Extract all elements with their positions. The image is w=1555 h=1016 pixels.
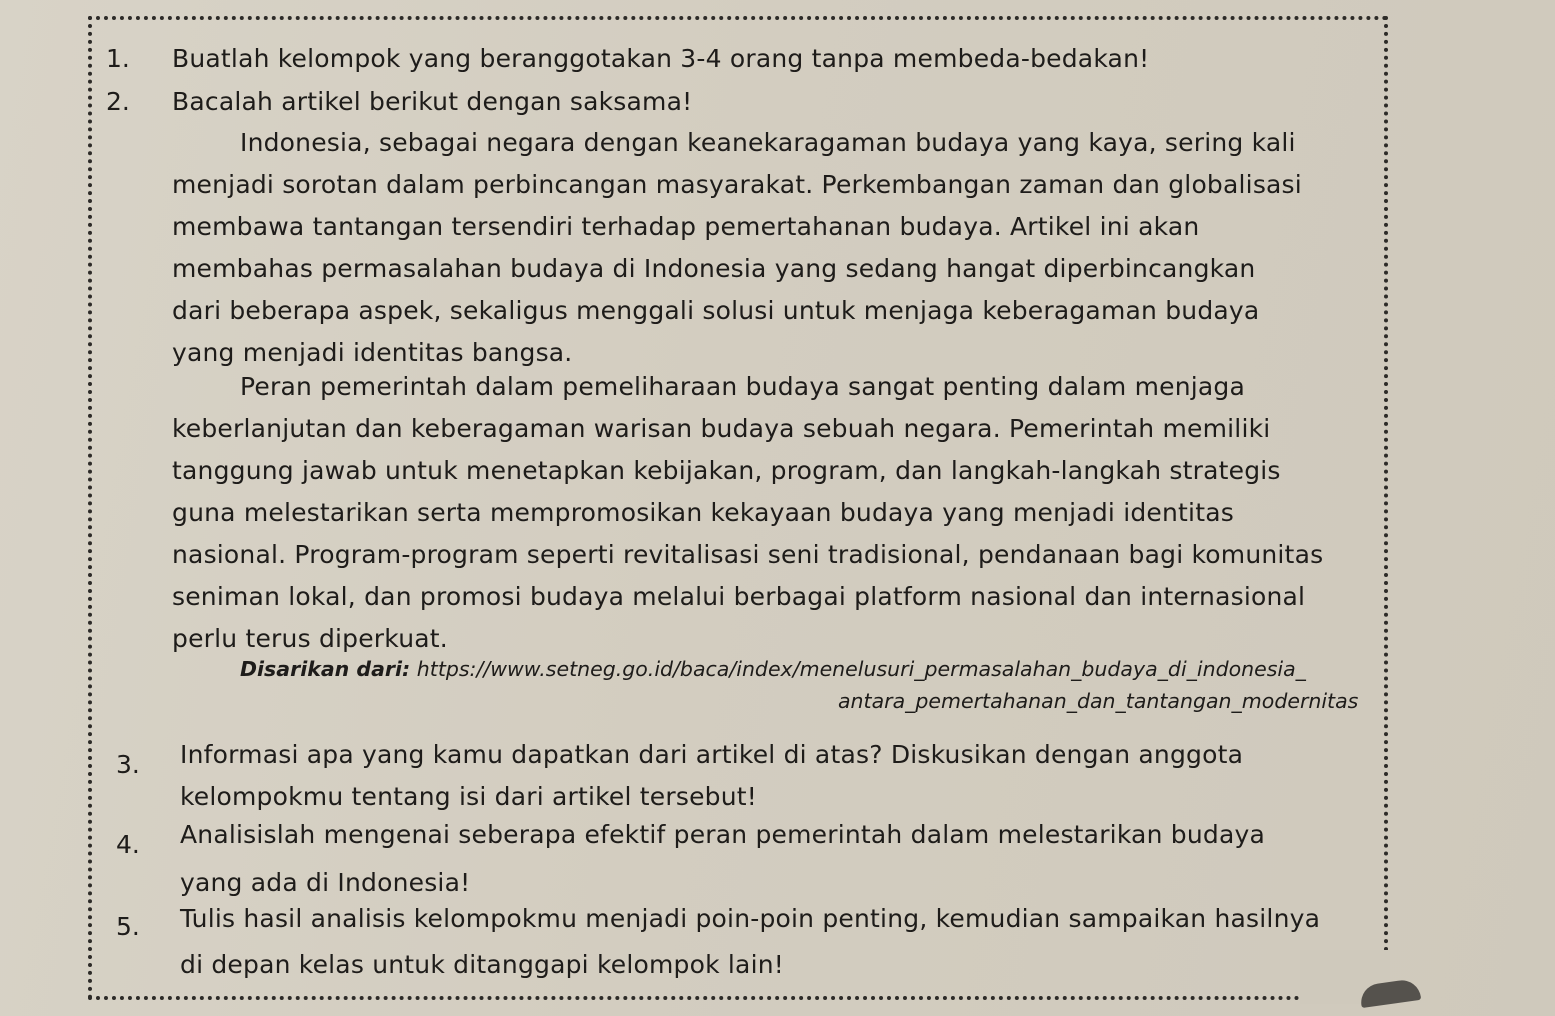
article-line: menjadi sorotan dalam perbincangan masyarakat. Perkembangan zaman dan globalisasi: [172, 170, 1302, 199]
question-4-line-2: yang ada di Indonesia!: [180, 868, 471, 897]
item-2-text: Bacalah artikel berikut dengan saksama!: [172, 87, 693, 116]
article-line: Peran pemerintah dalam pemeliharaan budaya sangat penting dalam menjaga: [240, 372, 1246, 401]
article-line: keberlanjutan dan keberagaman warisan budaya sebuah negara. Pemerintah memiliki: [172, 414, 1271, 443]
article-line: tanggung jawab untuk menetapkan kebijakan, program, dan langkah-langkah strategis: [172, 456, 1281, 485]
article-line: guna melestarikan serta mempromosikan kekayaan budaya yang menjadi identitas: [172, 498, 1234, 527]
item-number-3: 3.: [116, 750, 140, 779]
source-citation-line-2: [838, 688, 1358, 714]
question-4-line-1: Analisislah mengenai seberapa efektif peran pemerintah dalam melestarikan budaya: [180, 820, 1265, 849]
article-line: membawa tantangan tersendiri terhadap pemertahanan budaya. Artikel ini akan: [172, 212, 1200, 241]
item-number-4: 4.: [116, 830, 140, 859]
article-line: nasional. Program-program seperti revitalisasi seni tradisional, pendanaan bagi komunitas: [172, 540, 1324, 569]
item-number-1: 1.: [106, 44, 130, 73]
source-url-part-2: antara_pemertahanan_dan_tantangan_modernitas: [838, 689, 1359, 713]
source-url-part-1: https://www.setneg.go.id/baca/index/menelusuri_permasalahan_budaya_di_indonesia_: [416, 657, 1306, 681]
item-1-text: Buatlah kelompok yang beranggotakan 3-4 orang tanpa membeda-bedakan!: [172, 44, 1150, 73]
article-line: perlu terus diperkuat.: [172, 624, 448, 653]
article-line: dari beberapa aspek, sekaligus menggali solusi untuk menjaga keberagaman budaya: [172, 296, 1260, 325]
question-5-line-2: di depan kelas untuk ditanggapi kelompok lain!: [180, 950, 784, 979]
item-number-2: 2.: [106, 87, 130, 116]
article-line: seniman lokal, dan promosi budaya melalui berbagai platform nasional dan internasional: [172, 582, 1306, 611]
question-3-line-1: Informasi apa yang kamu dapatkan dari artikel di atas? Diskusikan dengan anggota: [180, 740, 1244, 769]
article-line: yang menjadi identitas bangsa.: [172, 338, 573, 367]
source-citation-line-1: [240, 656, 1306, 682]
item-number-5: 5.: [116, 912, 140, 941]
source-label: Disarikan dari:: [240, 657, 411, 681]
question-3-line-2: kelompokmu tentang isi dari artikel tersebut!: [180, 782, 757, 811]
article-line: membahas permasalahan budaya di Indonesia yang sedang hangat diperbincangkan: [172, 254, 1256, 283]
question-5-line-1: Tulis hasil analisis kelompokmu menjadi poin-poin penting, kemudian sampaikan hasilnya: [180, 904, 1321, 933]
article-line: Indonesia, sebagai negara dengan keanekaragaman budaya yang kaya, sering kali: [240, 128, 1296, 157]
